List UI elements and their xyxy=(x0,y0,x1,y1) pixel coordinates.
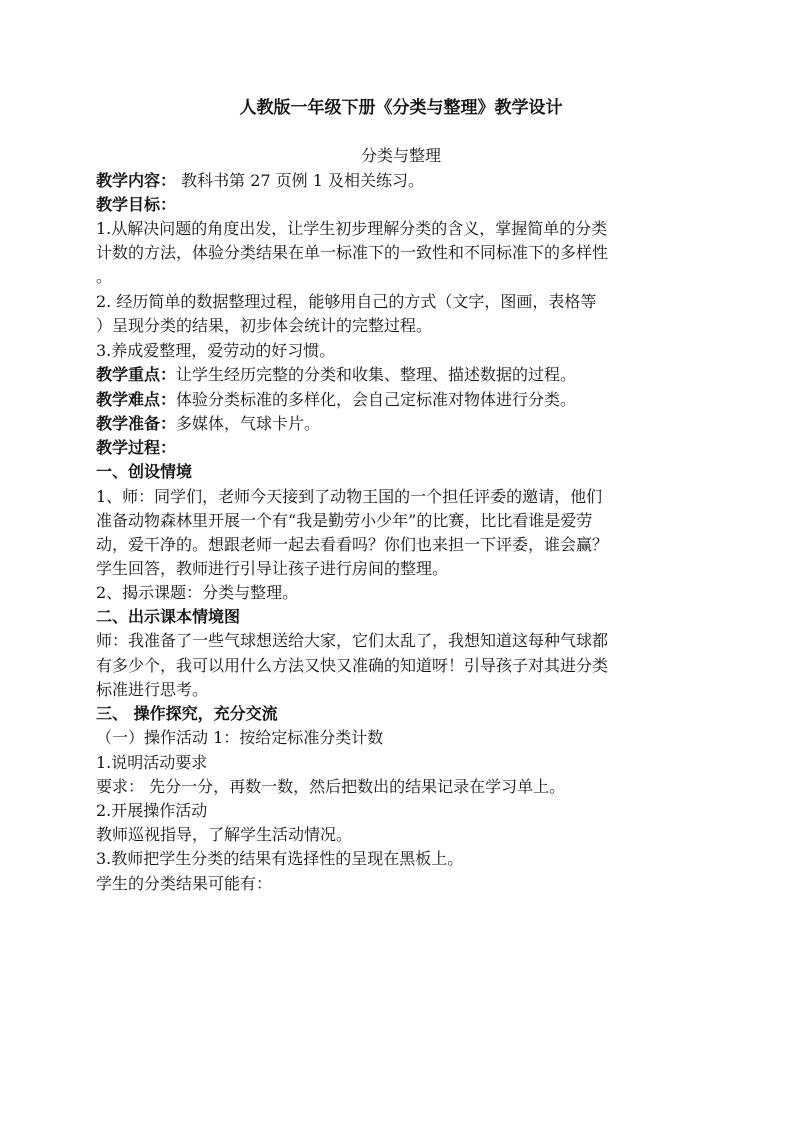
section1-para1-line4: 学生回答，教师进行引导让孩子进行房间的整理。 xyxy=(96,559,449,578)
goal2-line1: 2. 经历简单的数据整理过程，能够用自己的方式（文字，图画，表格等 xyxy=(96,292,597,311)
process-label: 教学过程： xyxy=(96,438,177,457)
section2-line1: 师：我准备了一些气球想送给大家，它们太乱了，我想知道这每种气球都 xyxy=(96,631,609,650)
preparation-text: 多媒体，气球卡片。 xyxy=(176,414,321,433)
document-title: 人教版一年级下册《分类与整理》教学设计 xyxy=(239,98,563,118)
difficulty-line xyxy=(96,389,706,411)
difficulty-text: 体验分类标准的多样化，会自己定标准对物体进行分类。 xyxy=(176,390,577,409)
preparation-line xyxy=(96,413,706,435)
section3-heading: 三、 操作探究，充分交流 xyxy=(96,704,278,723)
section2-heading: 二、出示课本情境图 xyxy=(96,607,241,626)
section3-item2: 2.开展操作活动 xyxy=(96,801,208,820)
goal2-line2: ）呈现分类的结果，初步体会统计的完整过程。 xyxy=(96,316,433,335)
goal1-line2: 计数的方法，体验分类结果在单一标准下的一致性和不同标准下的多样性 xyxy=(96,243,609,262)
section1-para1-line3: 动，爱干净的。想跟老师一起去看看吗？你们也来担一下评委，谁会赢？ xyxy=(96,535,609,554)
section3-item3: 3.教师把学生分类的结果有选择性的呈现在黑板上。 xyxy=(96,849,464,868)
goals-label: 教学目标： xyxy=(96,195,177,214)
section2-line3: 标准进行思考。 xyxy=(96,680,209,699)
content-text: 教科书第 27 页例 1 及相关练习。 xyxy=(181,171,424,190)
goal3-line: 3.养成爱整理，爱劳动的好习惯。 xyxy=(96,341,336,360)
section1-para2: 2、揭示课题：分类与整理。 xyxy=(96,583,299,602)
content-label: 教学内容： xyxy=(96,171,177,190)
difficulty-label: 教学难点： xyxy=(96,390,177,409)
section3-item1-text: 要求： 先分一分，再数一数，然后把数出的结果记录在学习单上。 xyxy=(96,777,566,796)
key-point-label: 教学重点： xyxy=(96,365,177,384)
goal1-line1: 1.从解决问题的角度出发，让学生初步理解分类的含义，掌握简单的分类 xyxy=(96,219,608,238)
section1-para1-line2: 准备动物森林里开展一个有“我是勤劳小少年”的比赛，比比看谁是爱劳 xyxy=(96,511,593,530)
section1-para1-line1: 1、师：同学们，老师今天接到了动物王国的一个担任评委的邀请，他们 xyxy=(96,487,603,506)
section3-item3-text: 学生的分类结果可能有： xyxy=(96,874,273,893)
preparation-label: 教学准备： xyxy=(96,414,177,433)
section1-heading: 一、创设情境 xyxy=(96,462,193,481)
section3-item2-text: 教师巡视指导，了解学生活动情况。 xyxy=(96,825,353,844)
document-subtitle: 分类与整理 xyxy=(360,146,441,165)
goal1-line3: 。 xyxy=(96,267,113,286)
section3-subheading: （一）操作活动 1：按给定标准分类计数 xyxy=(96,728,384,747)
content-line xyxy=(96,170,706,192)
section3-item1: 1.说明活动要求 xyxy=(96,753,208,772)
section2-line2: 有多少个，我可以用什么方法又快又准确的知道呀！引导孩子对其进分类 xyxy=(96,656,609,675)
key-point-text: 让学生经历完整的分类和收集、整理、描述数据的过程。 xyxy=(176,365,577,384)
key-point-line xyxy=(96,364,706,386)
